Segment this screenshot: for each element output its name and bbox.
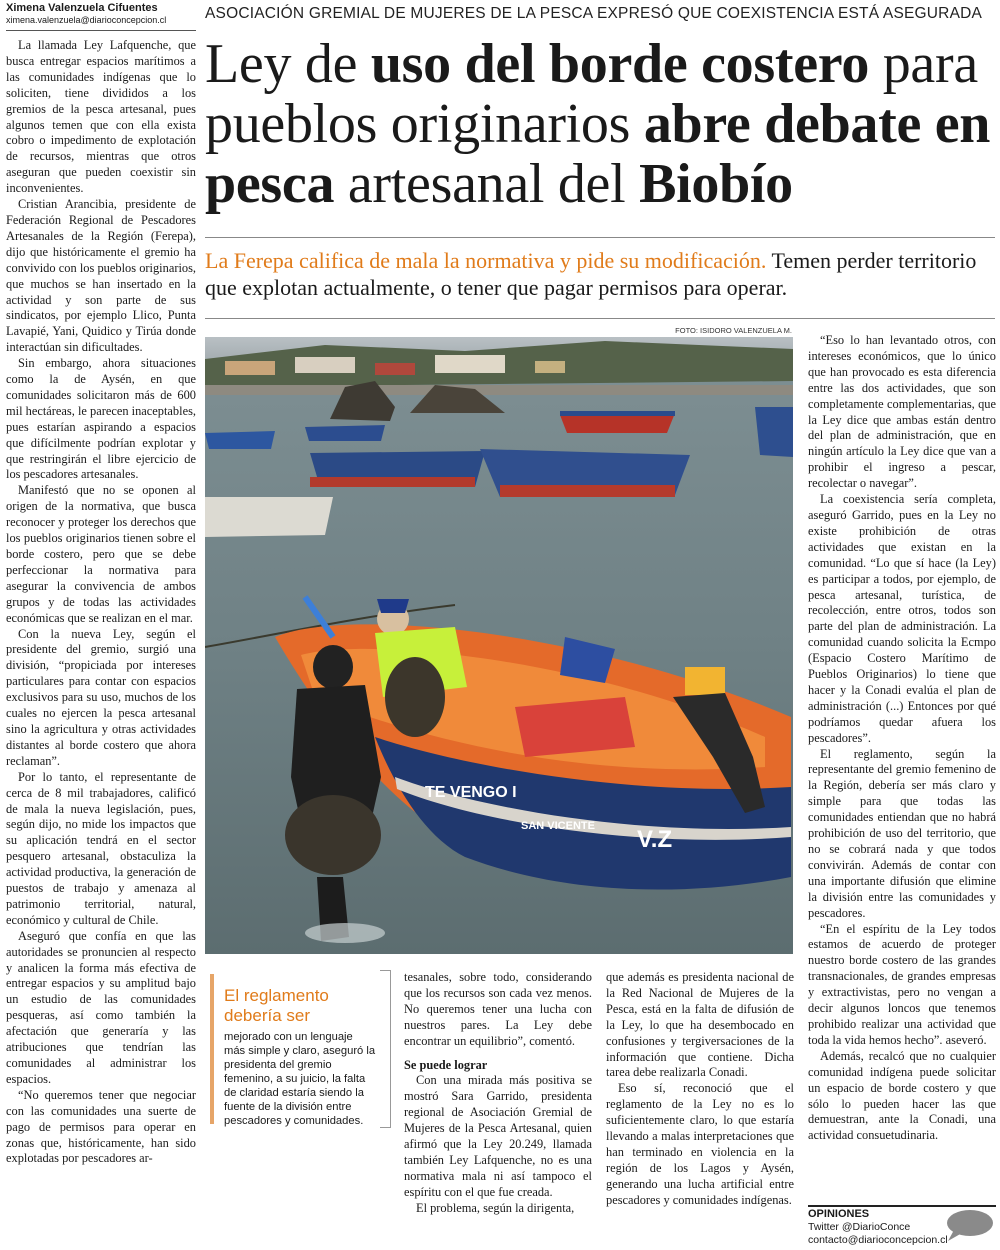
author-byline [6,2,196,25]
paragraph: Sin embargo, ahora situaciones como la de Aysén, en que comunidades solicitaron más de 600 mil hectáreas, le parecen inaceptables, pues estarían aspirando a espacios que difícilmente podrían explotar y que restringirán el libre ejercicio de los pescadores artesanales. [6,356,196,482]
boat-text-2: SAN VICENTE [521,820,595,832]
boat-text-3: V.Z [637,826,673,853]
pull-quote-accent-bar [210,974,214,1124]
headline-part-3: artesanal del [334,153,640,215]
author-divider [6,30,196,31]
paragraph: que además es presidenta nacional de la Red Nacional de Mujeres de la Pesca, está en la falta de difusión de la Ley, lo que ha desembocado en confusiones y tergiversaciones de la información que contiene. Dicha tarea debe realizarla Conadi. [606,970,794,1080]
opinions-twitter[interactable]: Twitter @DiarioConce [808,1221,911,1233]
deck-divider [205,318,995,319]
article-column-1 [6,38,196,1250]
pull-quote-title: El reglamento debería ser [224,986,329,1025]
headline-divider [205,237,995,238]
opinions-title: OPINIONES [808,1208,870,1220]
paragraph: El problema, según la dirigenta, [416,1200,575,1215]
author-name: Ximena Valenzuela Cifuentes [6,2,158,14]
paragraph: “No queremos tener que negociar con las comunidades una suerte de pago de permisos para operar en zonas que, históricamente, han sido explotadas por pescadores ar- [6,1087,196,1166]
headline-part-1: Ley de [205,33,371,95]
paragraph: “En el espíritu de la Ley todos estamos de acuerdo de proteger nuestro borde costero de las grandes transnacionales, de grandes empresas y extractivistas, pero no vengan a decir algunos loncos que tenemos prohibido realizar una actividad que toda la vida hemos hecho”. aseveró. [808,921,996,1047]
boat-text-1: TE VENGO I [425,784,517,801]
paragraph: Aseguró que confía en que las autoridades se pronuncien al respecto y analicen la forma más efectiva de entregar espacios y su amplitud bajo un estudio de las comunidades pesqueras, así como también la afectación que generaría y las atribuciones que tendrían las comunidades al administrar los espacios. [6,928,196,1086]
opinions-divider [808,1205,996,1207]
headline [205,34,995,214]
article-column-5 [808,333,996,1201]
paragraph: Con una mirada más positiva se mostró Sara Garrido, presidenta regional de Asociación Gremial de Mujeres de la Pesca Artesanal, quien afirmó que la Ley 20.249, llamada también Ley Lafquenche, no es una normativa mala ni así tampoco el espíritu con el que fue creada. [404,1073,592,1199]
deck-highlight: La Ferepa califica de mala la normativa y pide su modificación. [205,248,767,273]
subheading: Se puede lograr [404,1057,488,1072]
pull-quote-bracket [380,970,391,1128]
main-photo [205,337,793,954]
pull-quote-box [210,970,390,1148]
paragraph: Además, recalcó que no cualquier comunidad indígena puede solicitar un espacio de borde costero y que sólo lo pueden hacer las que demuestran, ante la Conadi, una actividad consuetudinaria. [808,1048,996,1143]
paragraph: tesanales, sobre todo, considerando que los recursos son cada vez menos. No queremos tener una lucha con nuestros pares. La Ley debe encontrar un equilibrio”, comentó. [404,970,592,1048]
opinions-email[interactable]: contacto@diarioconcepcion.cl [808,1234,948,1246]
paragraph: Eso sí, reconoció que el reglamento de la Ley no es lo suficientemente claro, lo que estaría llevando a malas interpretaciones que han terminado en violencia en la región de los Lagos y Aysén, generando una lucha artificial entre pescadores y comunidades indígenas. [606,1081,794,1207]
headline-bold-3: Biobío [639,153,793,215]
deck [205,247,995,301]
pull-quote-body: mejorado con un lenguaje más simple y claro, aseguró la presidenta del gremio femenino, a su juicio, la falta de claridad estaría siendo la fuente de la división entre pescadores y comunidades. [224,1031,376,1127]
paragraph: El reglamento, según la representante del gremio femenino de la Región, debería ser más claro y simple para que todas las comunidades entiendan que no habrá prohibición de uso del territorio, que no se cobrará nada y que todos convivirán. Además de contar con una importante difusión que elimine la división entre las comunidades y pescadores. [808,746,996,920]
article-column-4 [606,970,794,1248]
headline-bold-2: abre debate en pesca [205,93,991,215]
photo-credit: FOTO: ISIDORO VALENZUELA M. [675,326,792,335]
opinions-box [808,1208,948,1247]
paragraph: Por lo tanto, el representante de cerca de 8 mil trabajadores, calificó de mala la nueva legislación, pues, según dijo, no mide los impactos que su aplicación tendrá en el sector pesquero artesanal, obstaculiza la actividad productiva, la generación de puestos de trabajo y amenaza al patrimonio territorial, natural, económico y cultural de Chile. [6,769,196,927]
speech-bubble-icon [944,1208,994,1242]
paragraph: Cristian Arancibia, presidente de Federación Regional de Pescadores Artesanales de la Región (Ferepa), dijo que históricamente el gremio ha convivido con los pueblos originarios, que muchos se han insertado en la actividad y son parte de sus sindicatos, por ejemplo Llico, Punta Lavapié, Yani, Quidico y Tirúa donde interactúan sin dificultades. [6,197,196,355]
paragraph: Con la nueva Ley, según el presidente del gremio, surgió una división, “propiciada por intereses particulares para contar con espacios exclusivos para su uso, muchos de los cuales no ejercen la pesca artesanal sino la agricultura y otras actividades distantes al borde costero que ahora reclaman”. [6,626,196,768]
paragraph: La coexistencia sería completa, aseguró Garrido, pues en la Ley no existe prohibición de otras actividades que existan en la comunidad. “Lo que sí hace (la Ley) es participar a todos, por ejemplo, de pesca artesanal, turística, de recolección, entre otros, todos son parte del plan de administración. La comunidad cuando solicita la Ecmpo (Espacio Costero Marítimo de Pueblos Originarios) lo tiene que hacer y la Conadi evalúa el plan de administración (...) Entonces por qué podríamos quedar afuera los pescadores”. [808,492,996,745]
headline-part-2: para pueblos originarios [205,33,978,155]
paragraph: Manifestó que no se oponen al origen de la normativa, que busca reconocer y proteger los derechos que los pueblos originarios tienen sobre el borde costero, pero que se debe perfeccionar la normativa para asegurar la convivencia de ambos grupos y de todas las actividades económicas que se realizan en el mar. [6,483,196,625]
paragraph: La llamada Ley Lafquenche, que busca entregar espacios marítimos a las comunidades indígenas que lo soliciten, tiene divididos a los gremios de la pesca artesanal, pues algunos temen que con ella exista cobro o impedimento de explotación de recursos, mientras que otros aseguran que pueden coexistir sin inconvenientes. [6,38,196,196]
article-column-3 [404,970,592,1248]
headline-bold-1: uso del borde costero [370,33,870,95]
author-email[interactable]: ximena.valenzuela@diarioconcepcion.cl [6,14,167,25]
deck-rest: Temen perder territorio que explotan actualmente, o tener que pagar permisos para operar. [205,248,977,300]
kicker: ASOCIACIÓN GREMIAL DE MUJERES DE LA PESCA EXPRESÓ QUE COEXISTENCIA ESTÁ ASEGURADA [205,5,983,22]
paragraph: “Eso lo han levantado otros, con intereses económicos, que lo único que han provocado es esta diferencia entre las dos actividades, que son completamente complementarias, que la Ley dice que ambas están dentro del plan de administración, que en ningún artículo la Ley dice que van a prohibir el ingreso a pescar, recolectar o navegar”. [808,333,996,491]
